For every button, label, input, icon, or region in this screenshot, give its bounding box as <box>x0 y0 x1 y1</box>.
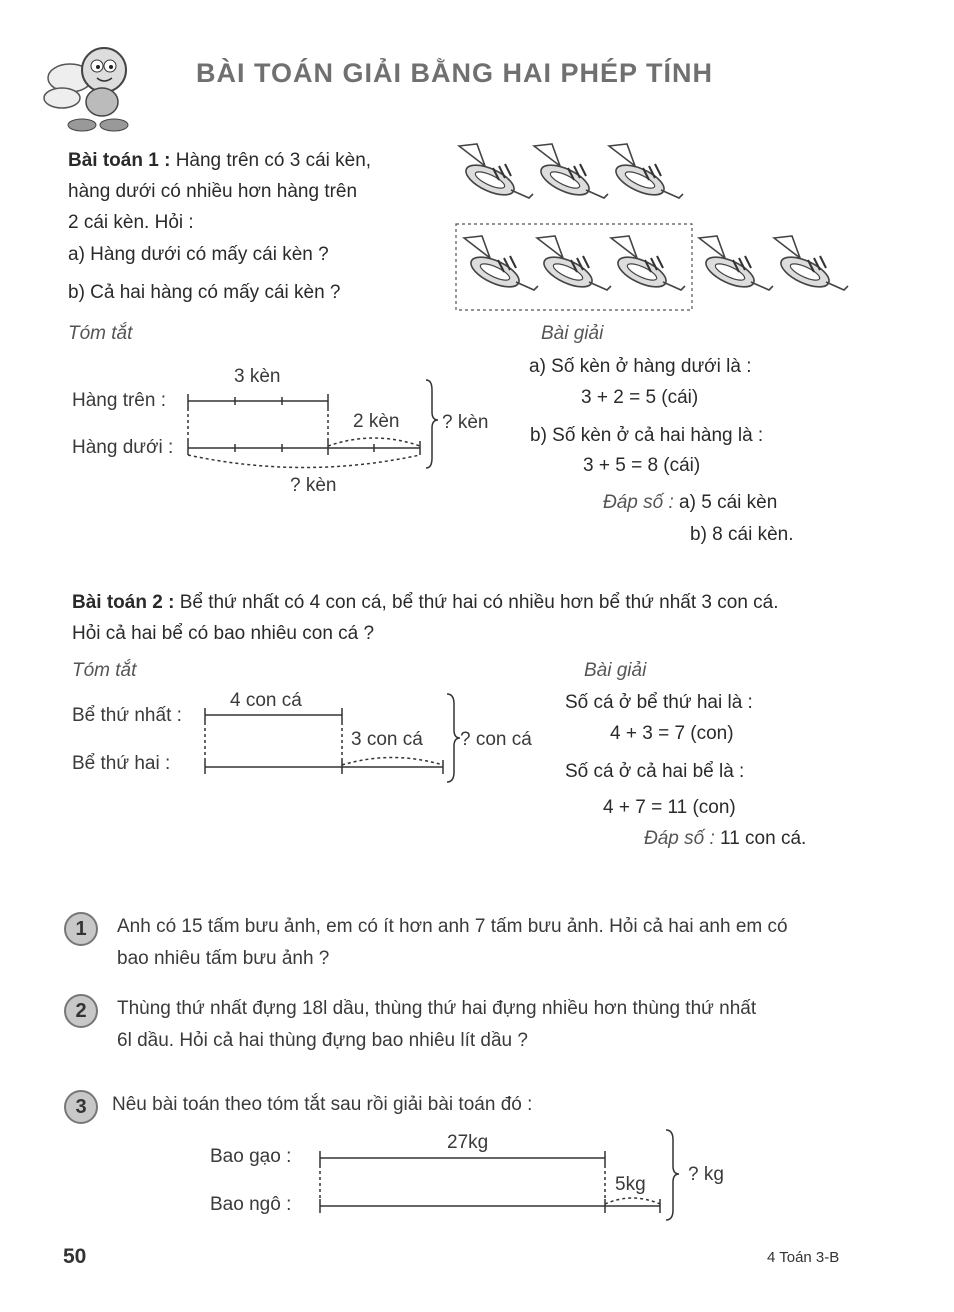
problem2-line1: Bể thứ nhất có 4 con cá, bể thứ hai có nhiều hơn bể thứ nhất 3 con cá. <box>179 592 779 613</box>
problem1-answer-a: a) 5 cái kèn <box>679 492 778 513</box>
exercise-number-badge: 3 <box>64 1090 98 1124</box>
problem1-solution-line: 3 + 5 = 8 (cái) <box>583 455 701 476</box>
diagram3-seg-extra: 5kg <box>615 1174 646 1195</box>
exercise-line: bao nhiêu tấm bưu ảnh ? <box>117 948 330 969</box>
problem2-row-bottom: Bể thứ hai : <box>72 753 171 774</box>
page-title: BÀI TOÁN GIẢI BẰNG HAI PHÉP TÍNH <box>196 58 714 88</box>
problem1-question-a: a) Hàng dưới có mấy cái kèn ? <box>68 244 329 265</box>
exercise-3-text: Nêu bài toán theo tóm tắt sau rồi giải bài toán đó : <box>112 1094 533 1115</box>
diagram3-row-top: Bao gạo : <box>210 1146 292 1167</box>
problem1-line: Hàng trên có 3 cái kèn, <box>175 150 372 171</box>
problem1-solution-line: b) Số kèn ở cả hai hàng là : <box>530 425 764 446</box>
exercise-number-badge: 2 <box>64 994 98 1028</box>
problem2-line2: Hỏi cả hai bể có bao nhiêu con cá ? <box>72 623 375 644</box>
problem1-answer-b: b) 8 cái kèn. <box>690 524 794 545</box>
problem1-total: ? kèn <box>442 412 489 433</box>
problem1-solution-title: Bài giải <box>541 323 604 344</box>
problem2-answer-value: 11 con cá. <box>720 828 807 849</box>
problem2-solution-line: 4 + 7 = 11 (con) <box>603 797 736 818</box>
exercise-number-badge: 1 <box>64 912 98 946</box>
diagram3-seg-top: 27kg <box>447 1132 489 1153</box>
problem2-seg-extra: 3 con cá <box>351 729 423 750</box>
problem1-answer-label: Đáp số : <box>603 492 674 513</box>
problem1-summary-title: Tóm tắt <box>68 323 133 344</box>
problem1-seg-extra: 2 kèn <box>353 411 400 432</box>
problem2-solution-line: 4 + 3 = 7 (con) <box>610 723 734 744</box>
page-number: 50 <box>63 1245 87 1268</box>
diagram3-row-bottom: Bao ngô : <box>210 1194 292 1215</box>
problem2-total: ? con cá <box>460 729 532 750</box>
problem2-seg-top: 4 con cá <box>230 690 302 711</box>
problem1-solution-line: a) Số kèn ở hàng dưới là : <box>529 356 752 377</box>
exercise-line: Anh có 15 tấm bưu ảnh, em có ít hơn anh 7 tấm bưu ảnh. Hỏi cả hai anh em có <box>117 916 788 937</box>
problem2-solution-line: Số cá ở cả hai bể là : <box>565 761 745 782</box>
problem2-row-top: Bể thứ nhất : <box>72 705 182 726</box>
problem1-row-top: Hàng trên : <box>72 390 166 411</box>
exercise-line: 6l dầu. Hỏi cả hai thùng đựng bao nhiêu lít dầu ? <box>117 1030 528 1051</box>
problem2-solution-title: Bài giải <box>584 660 647 681</box>
problem1-question-b: b) Cả hai hàng có mấy cái kèn ? <box>68 282 341 303</box>
problem1-label: Bài toán 1 : <box>68 150 171 171</box>
problem1-seg-top: 3 kèn <box>234 366 281 387</box>
problem2-solution-line: Số cá ở bể thứ hai là : <box>565 692 753 713</box>
problem1-row-bottom: Hàng dưới : <box>72 437 174 458</box>
problem1-bottom-question: ? kèn <box>290 475 337 496</box>
footer-label: 4 Toán 3-B <box>767 1249 840 1266</box>
problem2-summary-title: Tóm tắt <box>72 660 137 681</box>
exercise-line: Thùng thứ nhất đựng 18l dầu, thùng thứ hai đựng nhiều hơn thùng thứ nhất <box>117 998 757 1019</box>
problem1-line: hàng dưới có nhiều hơn hàng trên <box>68 181 358 202</box>
problem2-label: Bài toán 2 : <box>72 592 175 613</box>
problem2-answer-label: Đáp số : <box>644 828 715 849</box>
problem1-solution-line: 3 + 2 = 5 (cái) <box>581 387 699 408</box>
diagram3-total: ? kg <box>688 1164 724 1185</box>
problem1-line: 2 cái kèn. Hỏi : <box>68 212 194 233</box>
